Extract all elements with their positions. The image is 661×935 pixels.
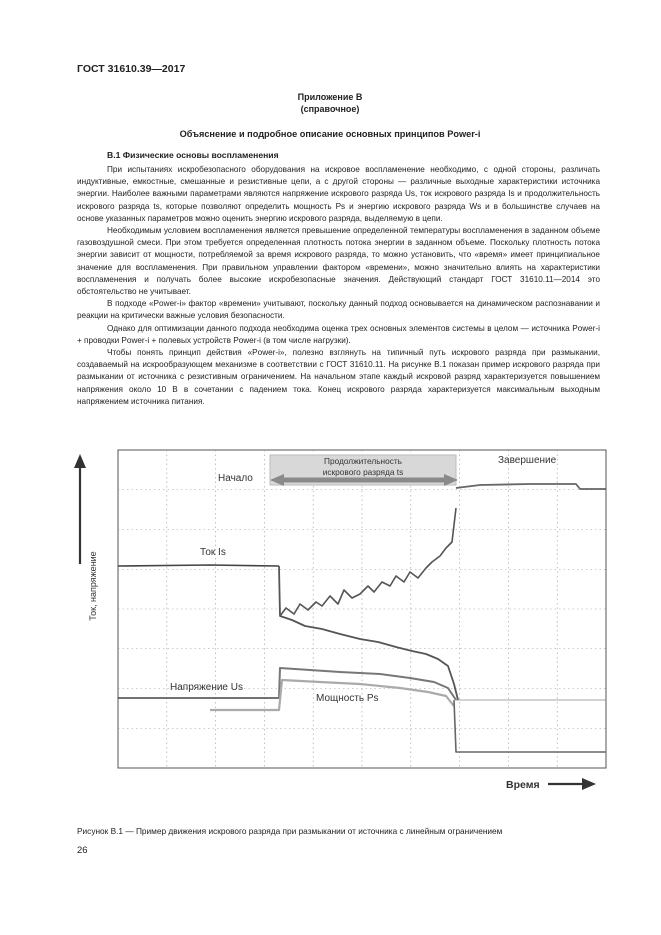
appendix-subtitle: (справочное) — [300, 104, 360, 114]
y-axis-label: Ток, напряжение — [88, 551, 98, 621]
appendix-heading: Объяснение и подробное описание основных принципов Power-i — [179, 129, 481, 139]
start-label: Начало — [218, 473, 253, 484]
appendix-title: Приложение В — [297, 92, 363, 102]
paragraph-5: Чтобы понять принцип действия «Power-i», полезно взглянуть на типичный путь искрового разряда при размыкании, создаваемый на искрообразующем механизме в соответствии с ГОСТ 31610.11. На рисунке В.1 показан пример искрового разряда при размыкании от источника с резистивным ограничением. На начальном этапе каждый искровой разряд характеризуется повышением напряжения около 10 В в сочетании с падением тока. Конец искрового разряда характеризуется максимальным выходным напряжением источника питания. — [77, 348, 600, 406]
current-label: Ток Is — [200, 547, 226, 558]
duration-band — [270, 455, 458, 486]
x-axis-label: Время — [506, 779, 540, 791]
page-number: 26 — [77, 845, 88, 856]
end-voltage-trace — [456, 484, 606, 489]
figure-caption: Рисунок В.1 — Пример движения искрового разряда при размыкании от источника с линейным ограничением — [77, 826, 503, 836]
paragraph-2: Необходимым условием воспламенения является превышение определенной температуры воспламенения в заданном объеме газовоздушной смеси. При этом требуется определенная плотность потока энергии в заданном объеме. Поскольку плотность потока энергии зависит от мощности, потребляемой за время искрового разряда, то можно установить, что «время» имеет принципиальное значение для воспламенения. При правильном управлении фактором «времени», можно значительно влиять на характеристики воспламенения и получать более высокие искробезопасные значения. Действующий стандарт ГОСТ 31610.11—2014 это обстоятельство не учитывает. — [77, 226, 600, 297]
power-label: Мощность Ps — [316, 693, 379, 704]
section-title: В.1 Физические основы воспламенения — [107, 150, 279, 160]
oscillogram — [60, 444, 620, 804]
plot-grid — [118, 450, 606, 768]
body-text — [77, 164, 600, 408]
paragraph-1: При испытаниях искробезопасного оборудования на искровое воспламенение необходимо, с одной стороны, различать индуктивные, емкостные, смешанные и резистивные цепи, а с другой стороны — различные выходные характеристики источника энергии. Наиболее важными параметрами являются напряжение искрового разряда Us, ток искрового разряда Is и продолжительность искрового разряда ts, которые позволяют определить мощность Ps и энергию искрового разряда Ws и в большинстве случаев на основе указанных параметров можно оценить энергию искрового разряда, выделяемую в цепи. — [77, 165, 600, 223]
x-axis — [506, 778, 596, 791]
voltage-label: Напряжение Us — [170, 682, 243, 693]
paragraph-3: В подходе «Power-i» фактор «времени» учитывают, поскольку данный подход основывается на динамическом распознавании и реакции на критически важные условия безопасности. — [77, 299, 600, 321]
paragraph-4: Однако для оптимизации данного подхода необходима оценка трех основных элементов системы в целом — источника Power-i + проводки Power-i + полевых устройств Power-i (в том числе нагрузки). — [77, 323, 600, 345]
duration-label-1: Продолжительность — [324, 456, 402, 466]
current-trace-pre — [118, 565, 279, 566]
base-trace — [454, 700, 606, 752]
document-code: ГОСТ 31610.39—2017 — [77, 63, 186, 75]
y-axis — [74, 454, 98, 621]
end-label: Завершение — [498, 455, 557, 466]
duration-label-2: искрового разряда ts — [322, 467, 404, 477]
figure-b1 — [60, 444, 620, 804]
rising-trace — [280, 508, 456, 616]
